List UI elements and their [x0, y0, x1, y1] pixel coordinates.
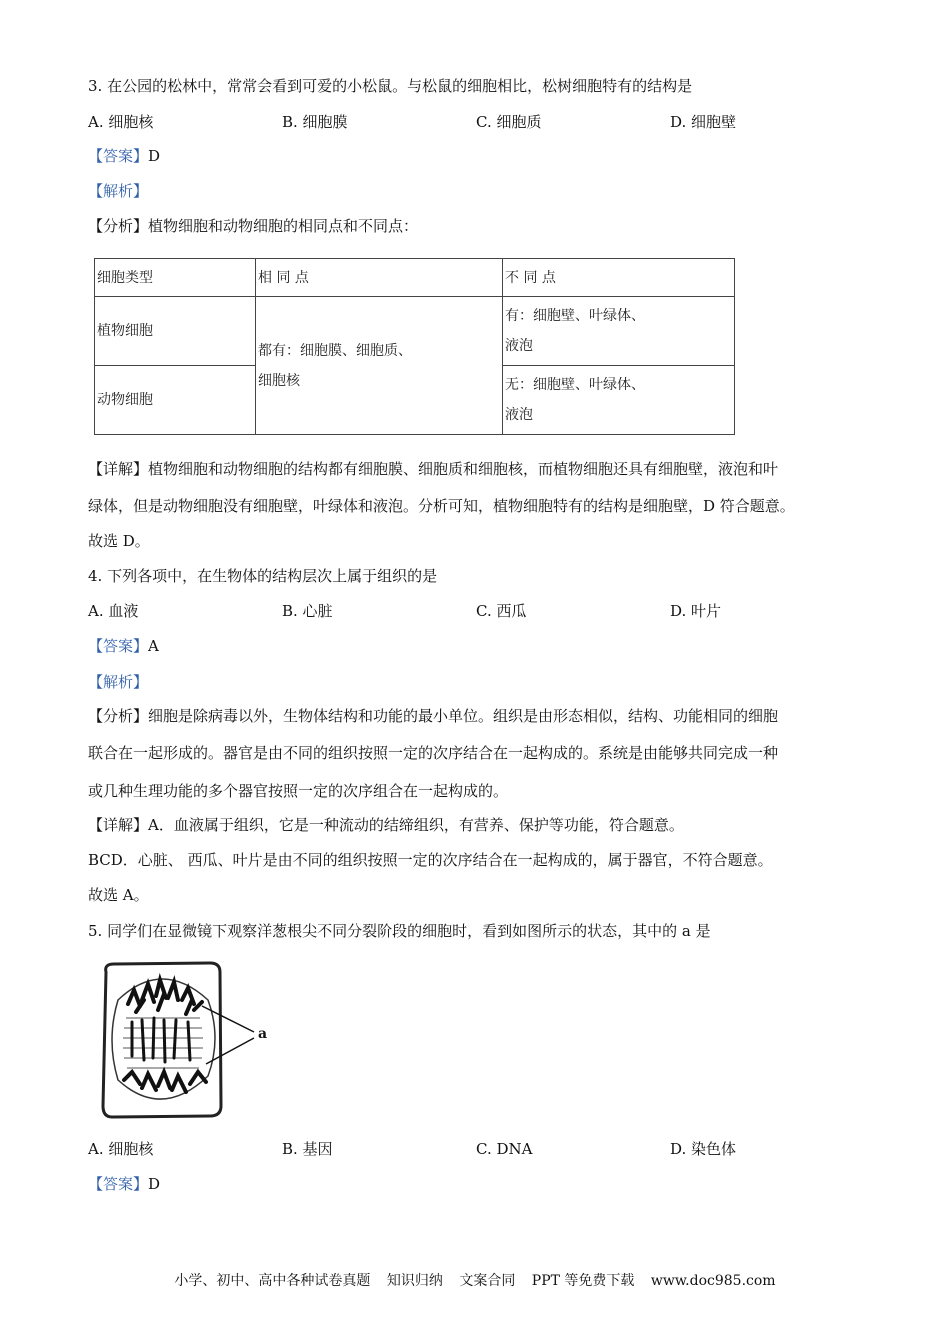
footer-text-3: 文案合同 — [459, 1273, 516, 1289]
q3-stem: 3. 在公园的松林中，常常会看到可爱的小松鼠。与松鼠的细胞相比，松树细胞特有的结构是 — [88, 77, 693, 95]
q5-option-c: C. DNA — [476, 1140, 533, 1158]
q3-option-a: A. 细胞核 — [88, 113, 154, 131]
q3-jiexi-tag: 【解析】 — [88, 182, 149, 200]
q3-detail-line-3: 故选 D。 — [88, 532, 150, 550]
q4-option-b: B. 心脏 — [282, 602, 333, 620]
q3-option-d: D. 细胞壁 — [670, 113, 737, 131]
detail-text: 植物细胞和动物细胞的结构都有细胞膜、细胞质和细胞核，而植物细胞还具有细胞壁，液泡和叶 — [148, 460, 779, 478]
figure-label-a: a — [258, 1026, 268, 1042]
detail-tag: 【详解】 — [88, 460, 149, 478]
q4-option-d: D. 叶片 — [670, 602, 722, 620]
q5-option-d: D. 染色体 — [670, 1140, 737, 1158]
q3-detail-line-2: 绿体，但是动物细胞没有细胞壁，叶绿体和液泡。分析可知，植物细胞特有的结构是细胞壁，D 符合题意。 — [88, 497, 795, 515]
footer-text-2: 知识归纳 — [386, 1273, 443, 1289]
answer-tag: 【答案】 — [88, 147, 149, 165]
q5-answer — [88, 1174, 160, 1194]
q4-analysis-line-1 — [88, 706, 778, 726]
table-header-type: 细胞类型 — [95, 259, 256, 297]
plant-diff-line-1: 有：细胞壁、叶绿体、 — [505, 308, 645, 325]
answer-value: D — [148, 1175, 161, 1193]
q4-detail-line-2: BCD．心脏、 西瓜、叶片是由不同的组织按照一定的次序结合在一起构成的，属于器官，不符合题意。 — [88, 851, 773, 869]
q4-detail-line-1 — [88, 815, 684, 835]
answer-value: A — [148, 637, 159, 655]
page-footer — [0, 1270, 950, 1290]
detail-text: A．血液属于组织，它是一种流动的结缔组织，有营养、保护等功能，符合题意。 — [148, 816, 684, 834]
q3-answer — [88, 146, 160, 166]
plant-diff-line-2: 液泡 — [505, 338, 533, 355]
q3-option-c: C. 细胞质 — [476, 113, 542, 131]
q5-option-b: B. 基因 — [282, 1140, 333, 1158]
table-row-animal-label: 动物细胞 — [95, 366, 256, 435]
analysis-tag: 【分析】 — [88, 707, 149, 725]
q4-analysis-line-2: 联合在一起形成的。器官是由不同的组织按照一定的次序结合在一起构成的。系统是由能够共同完成一种 — [88, 744, 779, 762]
q4-answer — [88, 636, 159, 656]
same-line-1: 都有：细胞膜、细胞质、 — [258, 342, 412, 359]
q5-option-a: A. 细胞核 — [88, 1140, 154, 1158]
comparison-table — [94, 258, 735, 435]
q4-analysis-line-3: 或几种生理功能的多个器官按照一定的次序组合在一起构成的。 — [88, 782, 509, 800]
table-row-plant-label: 植物细胞 — [95, 297, 256, 366]
q3-option-b: B. 细胞膜 — [282, 113, 348, 131]
analysis-text: 植物细胞和动物细胞的相同点和不同点： — [148, 217, 419, 235]
q5-stem: 5. 同学们在显微镜下观察洋葱根尖不同分裂阶段的细胞时，看到如图所示的状态，其中的 a 是 — [88, 922, 711, 940]
q3-detail-line-1 — [88, 459, 778, 479]
footer-text-4: PPT 等免费下载 — [531, 1273, 635, 1289]
answer-tag: 【答案】 — [88, 637, 149, 655]
cell-division-figure — [98, 960, 278, 1120]
analysis-tag: 【分析】 — [88, 217, 149, 235]
footer-text-1: 小学、初中、高中各种试卷真题 — [174, 1273, 371, 1289]
table-same-cell — [256, 297, 503, 435]
same-line-2: 细胞核 — [258, 372, 300, 389]
detail-tag: 【详解】 — [88, 816, 149, 834]
analysis-text: 细胞是除病毒以外，生物体结构和功能的最小单位。组织是由形态相似，结构、功能相同的细胞 — [148, 707, 779, 725]
q4-option-c: C. 西瓜 — [476, 602, 527, 620]
table-plant-diff — [503, 297, 735, 366]
q4-stem: 4. 下列各项中，在生物体的结构层次上属于组织的是 — [88, 567, 438, 585]
animal-diff-line-1: 无：细胞壁、叶绿体、 — [505, 377, 645, 394]
q4-option-a: A. 血液 — [88, 602, 139, 620]
answer-tag: 【答案】 — [88, 1175, 149, 1193]
table-header-same: 相 同 点 — [256, 259, 503, 297]
chromosome-diagram — [98, 960, 278, 1120]
animal-diff-line-2: 液泡 — [505, 407, 533, 424]
footer-url[interactable]: www.doc985.com — [650, 1273, 776, 1289]
q4-detail-line-3: 故选 A。 — [88, 886, 149, 904]
table-header-diff: 不 同 点 — [503, 259, 735, 297]
answer-value: D — [148, 147, 161, 165]
q4-jiexi-tag: 【解析】 — [88, 673, 149, 691]
q3-analysis — [88, 216, 418, 236]
table-animal-diff — [503, 366, 735, 435]
